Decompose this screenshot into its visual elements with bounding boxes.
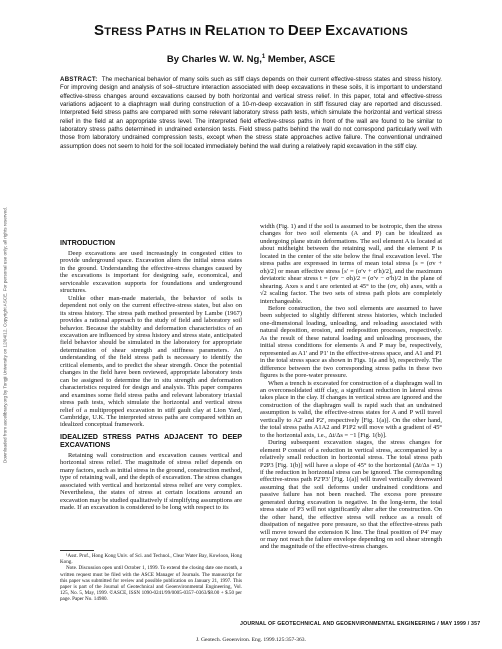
idealized-paragraph: Retaining wall construction and excavation causes vertical and horizontal stress relief. The magnitude of stress relief depends on many factors, such as initial stress in the ground, construction method, type of retaining wall, and the depth of excavation. The stress changes associated with vertical and horizontal stress relief are very complex. Nevertheless, the states of stress at certain locations around an excavation may be studied qualitatively if simplifying assumptions are made. If an excavation is considered to be long with respect to its [60,451,242,512]
footnote-rule [60,550,94,551]
title-smallcaps: EEP [298,26,326,38]
intro-paragraph: Deep excavations are used increasingly in congested cities to provide underground space. Excavation alters the initial stress states in the ground. Understanding the effective-stress changes caused by the excavations is important for designing safe, economical, and serviceable excavation supports for foundations and underground structures. [60,250,242,295]
title-cap: D [287,22,299,39]
download-watermark-text: Downloaded from ascelibrary.org by Tongji University on 12/04/12. Copyright ASCE. For personal use only; all rights reserved. [2,207,8,463]
footnote-affiliation: ¹Asst. Prof., Hong Kong Univ. of Sci. and Technol., Clear Water Bay, Kowloon, Hong Kong. [60,553,242,566]
download-watermark [1,100,9,570]
abstract [60,76,442,151]
abstract-label: ABSTRACT: [60,76,98,83]
title-smallcaps: TRESS [104,26,146,38]
title-smallcaps: ATHS IN [156,26,205,38]
footnote-note: Note. Discussion open until October 1, 1999. To extend the closing date one month, a written request must be filed with the ASCE Manager of Journals. The manuscript for this paper was submitted for review and possible publication on January 21, 1997. This paper is part of the Journal of Geotechnical and Geoenvironmental Engineering, Vol. 125, No. 5, May, 1999. ©ASCE, ISSN 1090-0241/99/0005-0357–0363/$8.00 + $.50 per page. Paper No. 14980. [60,565,242,603]
left-column [60,235,242,512]
body-paragraph: When a trench is excavated for construction of a diaphragm wall in an overconsolidated stiff clay, a significant reduction in lateral stress takes place in the clay. If changes in vertical stress are ignored and the construction of the diaphragm wall is rapid such that an undrained assumption is valid, the effective-stress states for A and P will travel vertically to A2′ and P2′, respectively [Fig. 1(a)]. On the other hand, the total stress paths A1A2 and P1P2 will move with a gradient of 45° to the horizontal axis, i.e., Δt/Δs = −1 [Fig. 1(b)]. [260,379,442,439]
running-footer: JOURNAL OF GEOTECHNICAL AND GEOENVIRONMENTAL ENGINEERING / MAY 1999 / 357 [240,621,481,627]
footnotes [60,553,242,603]
author-line [0,54,502,65]
intro-paragraph: Unlike other man-made materials, the behavior of soils is dependent not only on the current effective-stress states, but also on its stress history. The stress path method presented by Lambe (1967) provides a rational approach to the study of field and laboratory soil behavior. Because the stability and deformation characteristics of an excavation are influenced by stress history and stress state, anticipated field behavior should be simulated in the laboratory for appropriate determination of shear strength and stiffness parameters. An understanding of the field stress path is necessary to identify the critical elements, and to predict the shear strength. Once the potential changes in the field have been reviewed, appropriate laboratory tests can be assigned to determine the in situ strength and deformation characteristics required for design and analysis. This paper compares and examines some field stress paths and relevant laboratory triaxial stress path tests, which simulate the horizontal and vertical stress relief of a multipropped excavation in stiff gault clay at Lion Yard, Cambridge, U.K. The interpreted stress paths are compared within an idealized conceptual framework. [60,294,242,429]
paper-title [0,22,502,39]
author-name: By Charles W. W. Ng, [166,54,262,66]
title-smallcaps: XCAVATIONS [335,26,409,38]
title-smallcaps: ELATION TO [215,26,288,38]
intro-heading: INTRODUCTION [60,238,116,247]
idealized-heading: IDEALIZED STRESS PATHS ADJACENT TO DEEP EXCAVATIONS [60,431,242,449]
abstract-text: The mechanical behavior of many soils such as stiff clays depends on their current effective-stress states and stress history. For improving design and analysis of soil–structure interaction associated with deep excavations in these soils, it is important to understand effective-stress changes around excavations caused by both horizontal and vertical stress relief. In this paper, total and effective-stress variations adjacent to a diaphragm wall during construction of a 10-m-deep excavation in stiff fissured clay are reported and discussed. Interpreted field stress paths are compared with some relevant laboratory stress path tests, which simulate the horizontal and vertical stress relief in the field at an appropriate stress level. The interpreted field effective-stress paths in front of the wall are found to be similar to laboratory stress paths determined in undrained extension tests. Field stress paths behind the wall do not correspond particularly well with those from laboratory undrained compression tests, except when the stress state approaches active failure. The conventional undrained assumption does not seem to hold for the soil located immediately behind the wall during a relatively rapid excavation in the stiff clay. [60,76,443,150]
citation-line: J. Geotech. Geoenviron. Eng. 1999.125:357-363. [196,637,306,643]
title-cap: P [145,22,157,39]
right-column [260,223,442,551]
title-cap: E [325,22,336,39]
body-paragraph: width (Fig. 1) and if the soil is assumed to be isotropic, then the stress changes for two soil elements (A and P) can be idealized as undergoing plane strain deformations. The soil element A is located at about midheight between the retaining wall, and the element P is located in the center of the site below the final excavation level. The stress paths are expressed in terms of mean total stress [s = (σv + σh)/2] or mean effective stress [s′ = (σ′v + σ′h)/2], and the maximum deviatoric shear stress t = (σv − σh)/2 = (σ′v − σ′h)/2 in the plane of shearing. Axes s and t are oriented at 45° to the (σv, σh) axes, with a √2 scaling factor. The two sets of stress path plots are completely interchangeable. [260,223,442,305]
body-paragraph: Before construction, the two soil elements are assumed to have been subjected to slightly different stress histories, which included one-dimensional loading, unloading, and reloading associated with natural deposition, erosion, and redeposition processes, respectively. As the result of these natural loading and unloading processes, the initial stress conditions for elements A and P may be, respectively, represented as A1′ and P1′ in the effective-stress space, and A1 and P1 in the total stress space as shown in Figs. 1(a and b), respectively. The difference between the two corresponding stress paths in these two figures is the pore-water pressure. [260,304,442,380]
title-cap: S [93,22,105,39]
author-membership: Member, ASCE [265,54,336,66]
body-paragraph: During subsequent excavation stages, the stress changes for element P consist of a reduction in vertical stress, accompanied by a relatively small reduction in horizontal stress. The total stress path P2P3 [Fig. 1(b)] will have a slope of 45° to the horizontal (Δt/Δs = 1) if the reduction in horizontal stress can be ignored. The corresponding effective-stress path P2′P3′ [Fig. 1(a)] will travel vertically downward assuming that the soil deforms under undrained conditions and passive failure has not been reached. The excess pore pressure generated during excavation is negative. In the long-term, the total stress state of P3 will not significantly alter after the construction. On the other hand, the effective stress will reduce as a result of dissipation of negative pore pressure, so that the effective-stress path will move toward the extension K line. The final position of P4′ may or may not reach the failure envelope depending on soil shear strength and the magnitude of the effective-stress changes. [260,439,442,551]
title-cap: R [204,22,216,39]
author-footnote-mark: 1 [261,54,266,60]
